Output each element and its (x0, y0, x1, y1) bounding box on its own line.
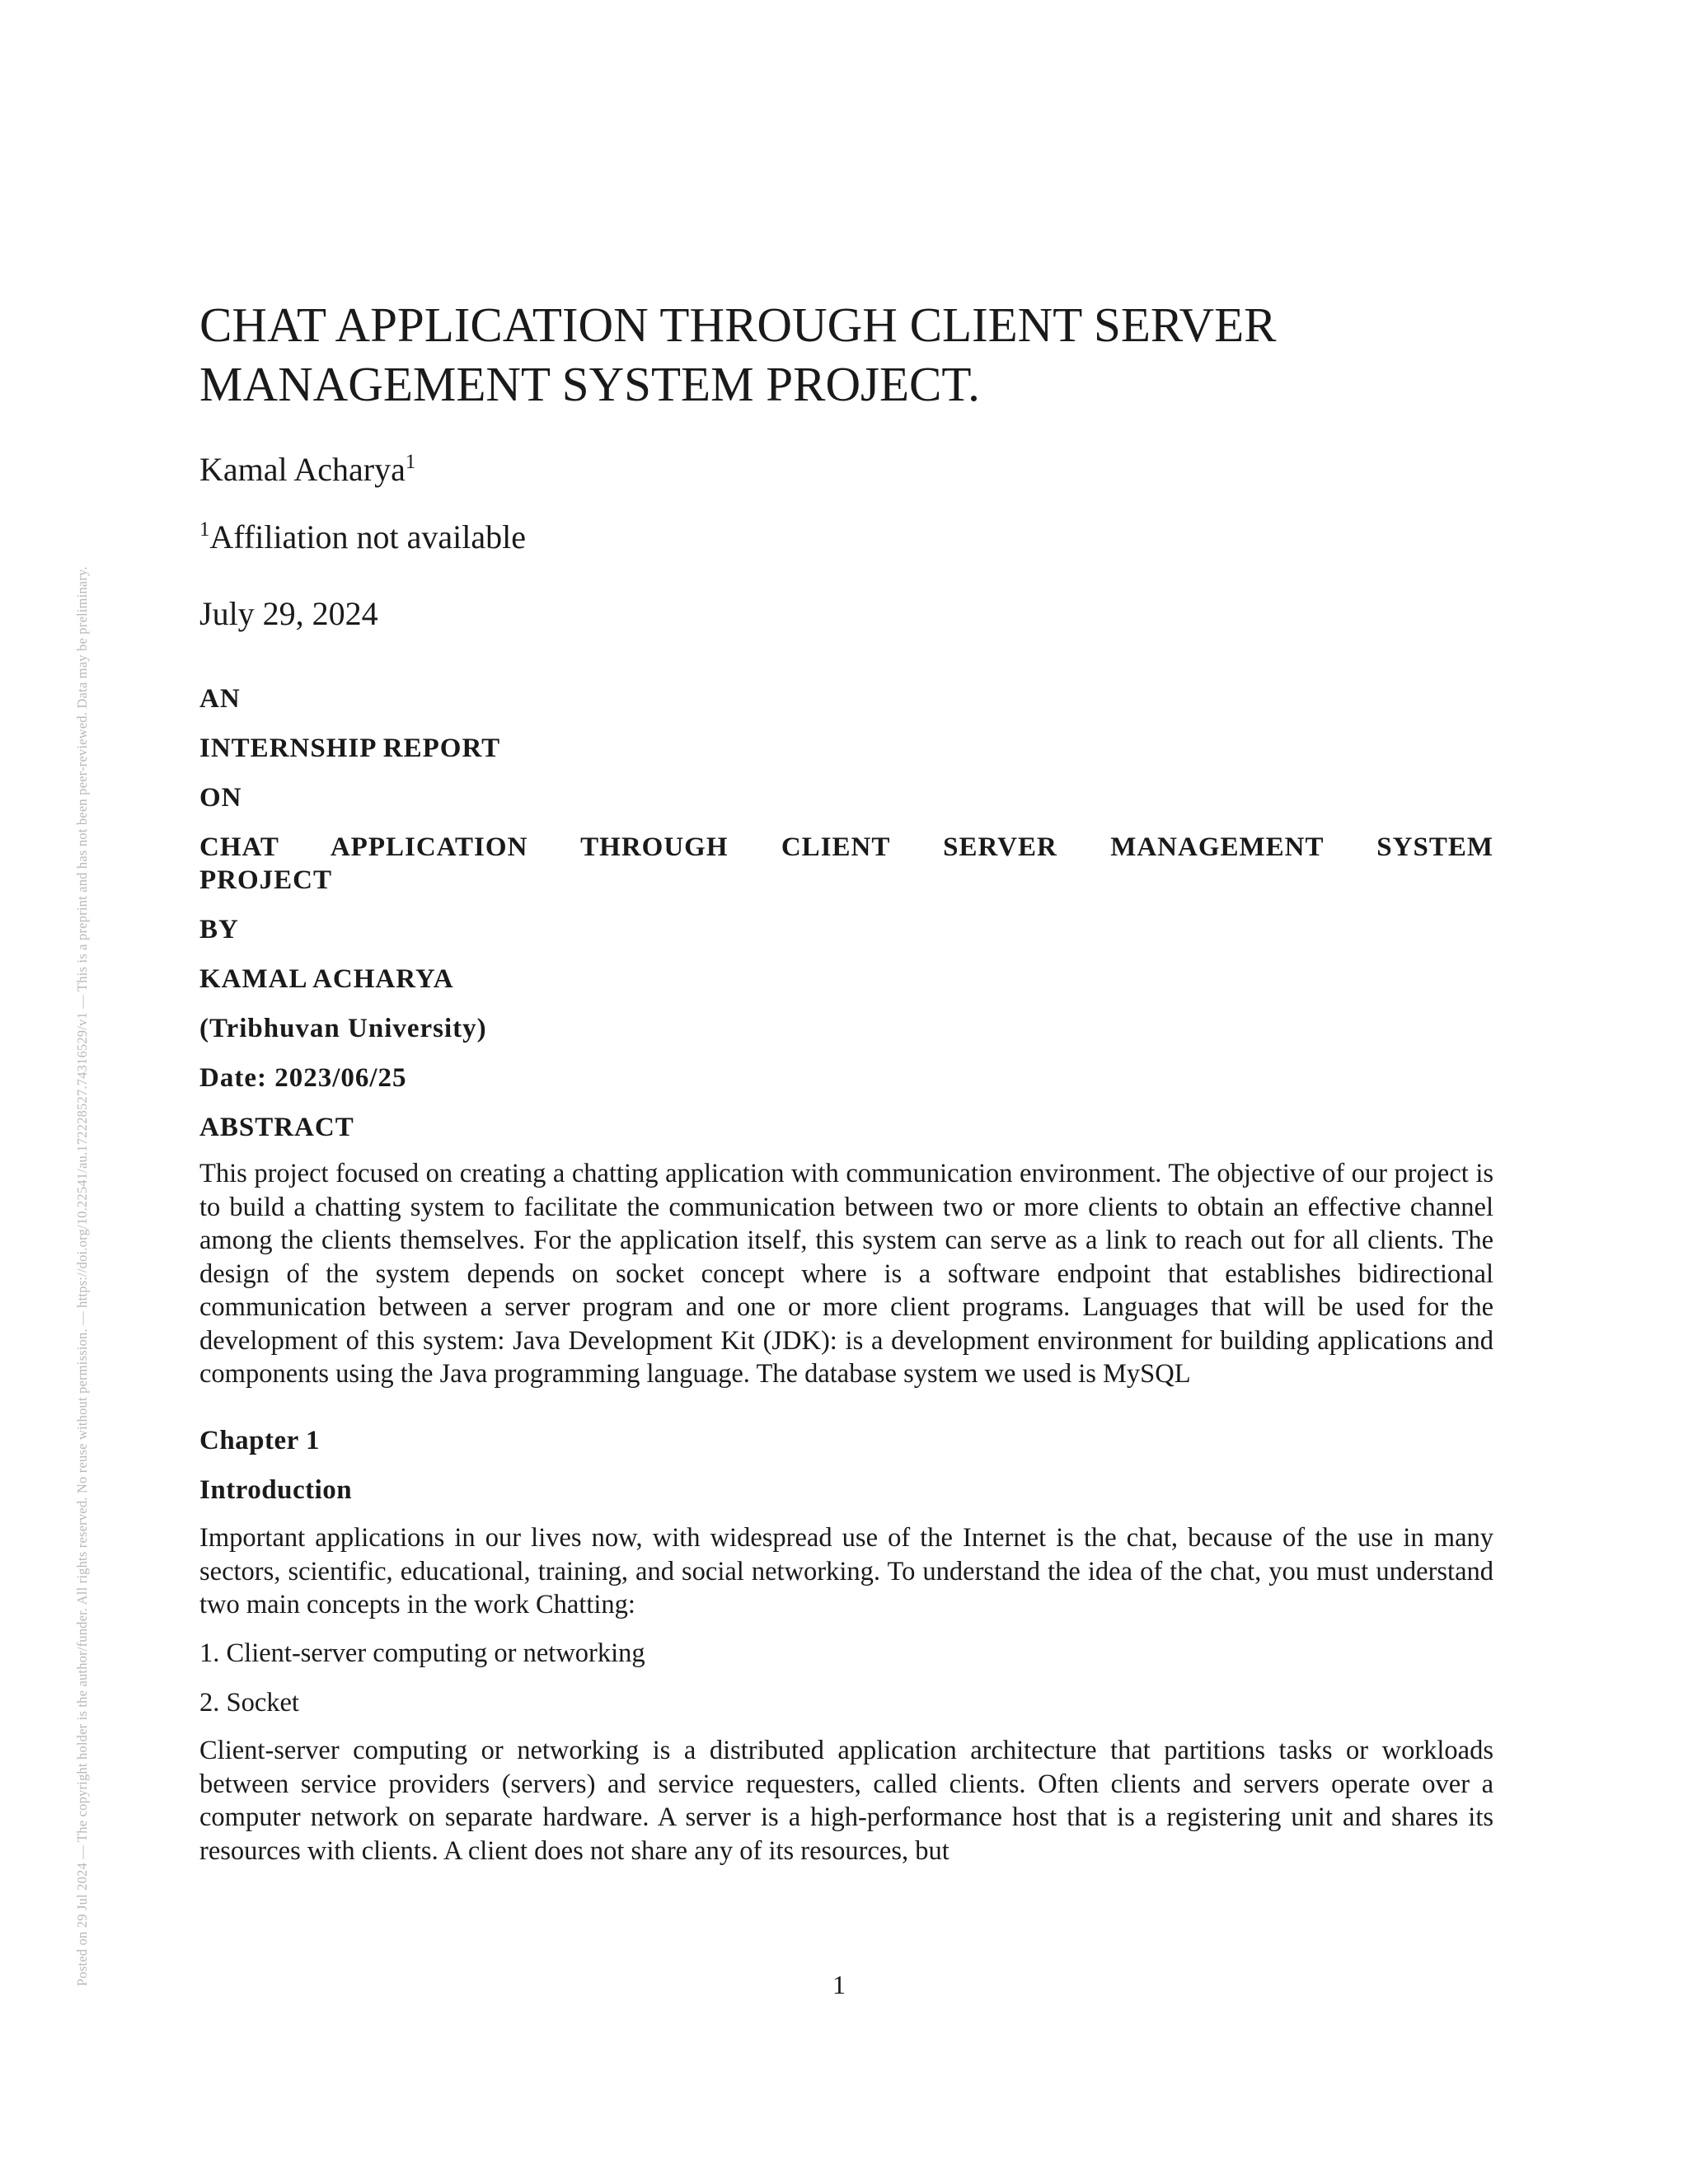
abstract-heading: ABSTRACT (199, 1113, 354, 1142)
cover-report-type: INTERNSHIP REPORT (199, 733, 501, 763)
cover-an: AN (199, 684, 241, 714)
paper-title (199, 295, 1353, 414)
author-superscript: 1 (405, 451, 416, 474)
affiliation-text: Affiliation not available (209, 518, 526, 555)
affiliation-superscript: 1 (199, 518, 210, 541)
section-heading: Introduction (199, 1475, 353, 1505)
cover-report-date: Date: 2023/06/25 (199, 1063, 407, 1093)
title-line-2: MANAGEMENT SYSTEM PROJECT. (199, 357, 980, 411)
preprint-watermark: Posted on 29 Jul 2024 — The copyright holder is the author/funder. All rights reserved. No reuse without permission. — https://doi.org/10.22541/au.172228527.74316529/v1 — This is a preprint and has not been peer-reviewed. Data may be preliminary. (74, 566, 90, 1986)
cover-project-title: CHAT APPLICATION THROUGH CLIENT SERVER MANAGEMENT SYSTEM PROJECT (199, 832, 1493, 895)
body-paragraph: Client-server computing or networking is a distributed application architecture that partitions tasks or workloads between service providers (servers) and service requesters, called clients. Often clients and servers operate over a computer network on separate hardware. A server is a high-performance host that is a registering unit and shares its resources with clients. A client does not share any of its resources, but (199, 1736, 1493, 1866)
cover-author: KAMAL ACHARYA (199, 964, 454, 994)
affiliation-line (199, 518, 526, 557)
cover-by: BY (199, 915, 239, 944)
author-name: Kamal Acharya (199, 451, 406, 488)
author-line (199, 450, 415, 490)
page-number: 1 (832, 1970, 846, 1999)
list-item: 2. Socket (199, 1688, 299, 1718)
chapter-label: Chapter 1 (199, 1426, 320, 1455)
cover-on: ON (199, 783, 242, 813)
list-item: 1. Client-server computing or networking (199, 1638, 645, 1668)
title-line-1: CHAT APPLICATION THROUGH CLIENT SERVER (199, 298, 1277, 352)
intro-paragraph: Important applications in our lives now, with widespread use of the Internet is the chat, because of the use in many sectors, scientific, educational, training, and social networking. To understand the idea of the chat, you must understand two main concepts in the work Chatting: (199, 1523, 1493, 1619)
abstract-text: This project focused on creating a chatting application with communication environment. The objective of our project is to build a chatting system to facilitate the communication between two or more clients to obtain an effective channel among the clients themselves. For the application itself, this system can serve as a link to reach out for all clients. The design of the system depends on socket concept where is a software endpoint that establishes bidirectional communication between a server program and one or more client programs. Languages that will be used for the development of this system: Java Development Kit (JDK): is a development environment for building applications and components using the Java programming language. The database system we used is MySQL (199, 1159, 1493, 1389)
publication-date: July 29, 2024 (199, 595, 378, 632)
cover-university: (Tribhuvan University) (199, 1014, 487, 1043)
